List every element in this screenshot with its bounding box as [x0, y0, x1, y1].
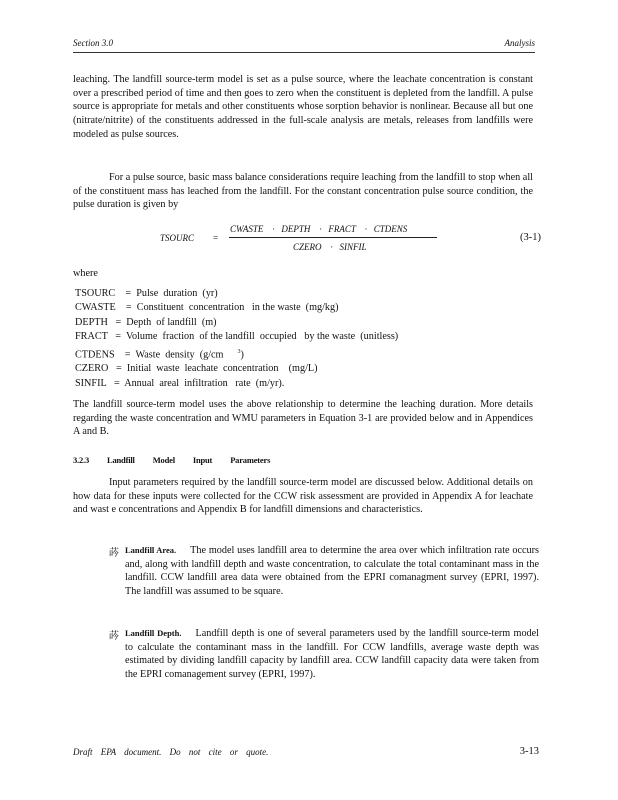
definitions-list	[75, 287, 398, 391]
header-title: Analysis	[504, 38, 535, 48]
equation-3-1	[73, 222, 541, 254]
bullet-body: Landfill depth is one of several parameters used by the landfill source-term model to calculate the contaminant mass in the landfill. For CCW landfills, average waste depth was estimated by dividing landfill capacity by landfill area. CCW landfill capacity data were taken from the EPRI comanagement survey (EPRI, 1997).	[125, 628, 539, 681]
definition-ctdens	[75, 345, 398, 363]
definition-sinfil: SINFIL = Annual areal infiltration rate (m/yr).	[75, 377, 285, 389]
section-title-word-3: Input	[192, 455, 213, 465]
page-footer	[73, 747, 539, 757]
superscript-3: 3	[237, 348, 241, 355]
paragraph-pulse-source: For a pulse source, basic mass balance considerations require leaching from the landfill to stop when all of the constituent mass has leached from the landfill. For the constant concentration pulse source condition, the pulse duration is given by	[73, 172, 533, 211]
page-number: 3-13	[519, 746, 539, 757]
equation-numerator: CWASTE · DEPTH · FRACT · CTDENS	[230, 224, 408, 234]
section-heading	[73, 455, 288, 465]
definition-tsourc: TSOURC = Pulse duration (yr)	[75, 288, 218, 299]
definition-czero: CZERO = Initial waste leachate concentration (mg/L)	[75, 363, 318, 375]
bullet-label: Landfill Area.	[125, 545, 177, 555]
equation-denominator: CZERO · SINFIL	[293, 242, 367, 252]
bullet-body: The model uses landfill area to determine the area over which infiltration rate occurs and, along with landfill depth and waste concentration, to calculate the total contaminant mass in the landfill. CCW landfill area data were obtained from the EPRI comanagment survey (EPRI, 1997). The landfill was assumed to be square.	[125, 545, 539, 598]
section-title-word-4: Parameters	[230, 455, 271, 465]
definition-fract: FRACT = Volume fraction of the landfill occupied by the waste (unitless)	[75, 331, 399, 343]
where-label: where	[73, 268, 98, 279]
definition-ctdens-close: )	[240, 349, 244, 361]
paragraph-source-term: The landfill source-term model uses the above relationship to determine the leaching duration. More details regarding the waste concentration and WMU parameters in Equation 3-1 are provided below and in Appendices A and B.	[73, 399, 533, 438]
section-number: 3.2.3	[73, 455, 90, 465]
section-title-word-2: Model	[152, 455, 175, 465]
bullet-glyph: 荶	[109, 548, 119, 559]
footer-disclaimer: Draft EPA document. Do not cite or quote.	[73, 747, 269, 757]
page-header	[73, 38, 535, 53]
paragraph-leaching: leaching. The landfill source-term model is set as a pulse source, where the leachate concentration is constant over a prescribed period of time and then goes to zero when the constituent is depleted from the landfill. A pulse source is appropriate for metals and other constituents whose sorption behavior is nonlinear. Because all but one (nitrate/nitrite) of the constituents addressed in the full-scale analysis are metals, releases from landfills were modeled as pulse sources.	[73, 74, 533, 140]
definition-ctdens-text: CTDENS = Waste density (g/cm	[75, 349, 224, 361]
definition-depth: DEPTH = Depth of landfill (m)	[75, 316, 217, 328]
equation-equals: =	[213, 233, 219, 243]
header-section: Section 3.0	[73, 38, 113, 48]
equation-number: (3-1)	[520, 232, 541, 243]
bullet-label: Landfill Depth.	[125, 628, 182, 638]
paragraph-input-parameters: Input parameters required by the landfill source-term model are discussed below. Additional details on how data for these inputs were collected for the CCW risk assessment are provided in Appendix A for leachate and wast e concentrations and Appendix B for landfill dimensions and characteristics.	[73, 477, 533, 516]
bullet-text	[125, 544, 539, 599]
section-title-word-1: Landfill	[107, 455, 135, 465]
bullet-glyph: 荶	[109, 631, 119, 642]
definition-cwaste: CWASTE = Constituent concentration in the waste (mg/kg)	[75, 302, 339, 314]
bullet-text	[125, 627, 539, 682]
fraction-bar	[229, 237, 437, 238]
equation-lhs: TSOURC	[160, 233, 195, 243]
